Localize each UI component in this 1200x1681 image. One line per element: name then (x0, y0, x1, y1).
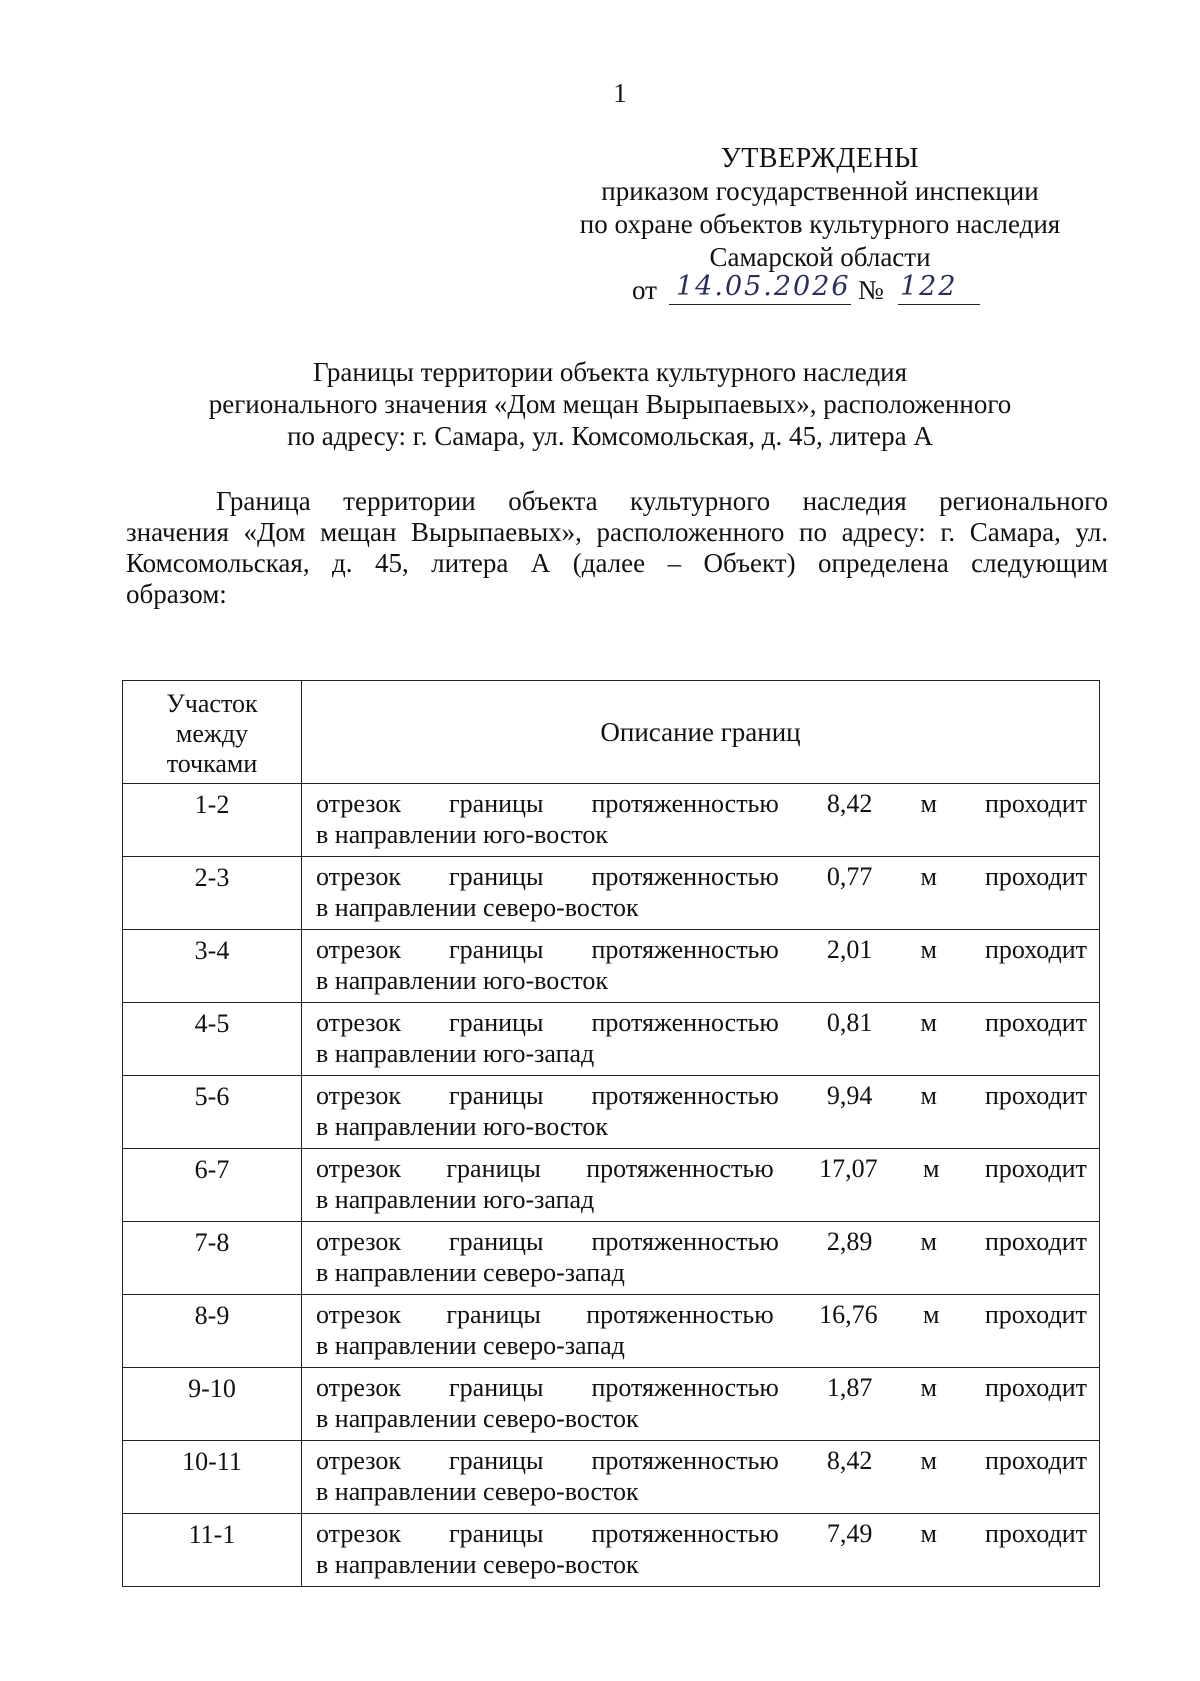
table-row (123, 857, 1100, 930)
table-row (123, 1076, 1100, 1149)
direction-text: в направлении северо-восток (316, 893, 639, 922)
description-first-line (316, 1445, 1087, 1476)
document-title-line: регионального значения «Дом мещан Вырыпаевых», расположенного (208, 389, 1012, 419)
description-word: протяженностью (591, 935, 779, 964)
document-title-line: по адресу: г. Самара, ул. Комсомольская, д. 45, литера А (287, 421, 933, 451)
intro-paragraph: Граница территории объекта культурного наследия регионального значения «Дом мещан Вырыпаевых», расположенного по адресу: г. Самара, ул. Комсомольская, д. 45, литера А (далее – Объект) определена следующим образом: (126, 486, 1108, 609)
table-row (123, 1222, 1100, 1295)
segment-length: 8,42 (826, 1446, 873, 1475)
description-word: отрезок (316, 1154, 401, 1183)
description-word: проходит (984, 1373, 1087, 1402)
segment-cell: 3-4 (123, 930, 302, 1003)
boundary-table (122, 680, 1100, 1587)
segment-cell: 1-2 (123, 784, 302, 857)
description-word: границы (449, 789, 544, 818)
description-word: отрезок (316, 1008, 401, 1037)
length-unit: м (920, 1373, 937, 1402)
number-underline (898, 304, 980, 305)
description-word: отрезок (316, 935, 401, 964)
description-word: границы (449, 935, 544, 964)
table-row (123, 1295, 1100, 1368)
header-description: Описание границ (302, 681, 1100, 784)
approval-line: по охране объектов культурного наследия (579, 209, 1061, 239)
description-word: отрезок (316, 1081, 401, 1110)
description-cell (302, 1003, 1100, 1076)
direction-text: в направлении северо-запад (316, 1331, 625, 1360)
segment-cell: 7-8 (123, 1222, 302, 1295)
direction-text: в направлении юго-восток (316, 966, 609, 995)
description-word: границы (446, 1300, 541, 1329)
description-word: границы (449, 862, 544, 891)
segment-length: 2,01 (826, 935, 873, 964)
description-cell (302, 1076, 1100, 1149)
description-word: границы (449, 1519, 544, 1548)
description-word: протяженностью (591, 1446, 779, 1475)
description-word: границы (449, 1446, 544, 1475)
description-word: протяженностью (591, 862, 779, 891)
description-word: проходит (984, 1300, 1087, 1329)
date-prefix: от (632, 275, 657, 305)
description-word: отрезок (316, 1373, 401, 1402)
segment-length: 7,49 (826, 1519, 873, 1548)
length-unit: м (920, 789, 937, 818)
length-unit: м (920, 1081, 937, 1110)
direction-text: в направлении юго-восток (316, 820, 609, 849)
handwritten-date: 14.05.2026 (676, 271, 851, 302)
segment-length: 1,87 (826, 1373, 873, 1402)
description-word: протяженностью (591, 1081, 779, 1110)
description-word: проходит (984, 1446, 1087, 1475)
segment-cell: 4-5 (123, 1003, 302, 1076)
number-prefix: № (858, 275, 884, 305)
description-first-line (316, 934, 1087, 965)
table-body (123, 784, 1100, 1587)
description-word: протяженностью (591, 1008, 779, 1037)
length-unit: м (920, 1519, 937, 1548)
description-word: границы (449, 1008, 544, 1037)
description-cell (302, 1368, 1100, 1441)
description-first-line (316, 788, 1087, 819)
description-word: протяженностью (591, 789, 779, 818)
header-segment: Участок между точками (123, 681, 302, 784)
length-unit: м (923, 1300, 940, 1329)
segment-cell: 2-3 (123, 857, 302, 930)
direction-text: в направлении северо-запад (316, 1258, 625, 1287)
description-word: протяженностью (591, 1227, 779, 1256)
approval-title: УТВЕРЖДЕНЫ (720, 143, 920, 174)
description-first-line (316, 1007, 1087, 1038)
segment-length: 0,81 (826, 1008, 873, 1037)
description-cell (302, 1441, 1100, 1514)
table-header-row (123, 681, 1100, 784)
length-unit: м (920, 1008, 937, 1037)
description-word: отрезок (316, 1446, 401, 1475)
description-cell (302, 1295, 1100, 1368)
description-word: отрезок (316, 1300, 401, 1329)
direction-text: в направлении северо-восток (316, 1477, 639, 1506)
description-word: протяженностью (586, 1154, 774, 1183)
segment-cell: 6-7 (123, 1149, 302, 1222)
description-word: отрезок (316, 1227, 401, 1256)
table-row (123, 930, 1100, 1003)
description-word: протяженностью (591, 1519, 779, 1548)
document-title (110, 356, 1110, 452)
segment-length: 17,07 (819, 1154, 878, 1183)
description-word: границы (446, 1154, 541, 1183)
description-word: границы (449, 1373, 544, 1402)
approval-date-number-row (540, 271, 1100, 314)
length-unit: м (920, 1446, 937, 1475)
description-word: отрезок (316, 862, 401, 891)
approval-block (540, 142, 1100, 314)
segment-length: 2,89 (826, 1227, 873, 1256)
table-row (123, 1149, 1100, 1222)
direction-text: в направлении юго-восток (316, 1112, 609, 1141)
description-cell (302, 1222, 1100, 1295)
date-underline (669, 304, 851, 305)
approval-line: приказом государственной инспекции (601, 176, 1039, 206)
segment-length: 16,76 (819, 1300, 878, 1329)
handwritten-number: 122 (900, 271, 958, 302)
segment-length: 8,42 (826, 789, 873, 818)
length-unit: м (920, 862, 937, 891)
description-cell (302, 1514, 1100, 1587)
length-unit: м (923, 1154, 940, 1183)
description-word: проходит (984, 1081, 1087, 1110)
document-title-line: Границы территории объекта культурного наследия (312, 357, 908, 387)
description-first-line (316, 1153, 1087, 1184)
segment-cell: 10-11 (123, 1441, 302, 1514)
description-first-line (316, 1299, 1087, 1330)
description-word: протяженностью (586, 1300, 774, 1329)
description-first-line (316, 861, 1087, 892)
description-cell (302, 930, 1100, 1003)
description-word: границы (449, 1227, 544, 1256)
description-cell (302, 784, 1100, 857)
description-word: отрезок (316, 789, 401, 818)
description-first-line (316, 1080, 1087, 1111)
table-row (123, 1514, 1100, 1587)
direction-text: в направлении северо-восток (316, 1404, 639, 1433)
description-word: проходит (984, 1008, 1087, 1037)
segment-cell: 11-1 (123, 1514, 302, 1587)
segment-length: 0,77 (826, 862, 873, 891)
direction-text: в направлении юго-запад (316, 1185, 595, 1214)
approval-line: Самарской области (709, 242, 931, 272)
length-unit: м (920, 1227, 937, 1256)
direction-text: в направлении северо-восток (316, 1550, 639, 1579)
direction-text: в направлении юго-запад (316, 1039, 595, 1068)
length-unit: м (920, 935, 937, 964)
description-word: протяженностью (591, 1373, 779, 1402)
segment-cell: 9-10 (123, 1368, 302, 1441)
description-word: границы (449, 1081, 544, 1110)
description-word: проходит (984, 1227, 1087, 1256)
description-first-line (316, 1372, 1087, 1403)
description-word: проходит (984, 789, 1087, 818)
description-first-line (316, 1518, 1087, 1549)
description-word: отрезок (316, 1519, 401, 1548)
segment-length: 9,94 (826, 1081, 873, 1110)
description-cell (302, 857, 1100, 930)
description-word: проходит (984, 1154, 1087, 1183)
description-word: проходит (984, 862, 1087, 891)
page-number: 1 (613, 78, 627, 108)
description-word: проходит (984, 935, 1087, 964)
segment-cell: 5-6 (123, 1076, 302, 1149)
table-row (123, 1368, 1100, 1441)
description-cell (302, 1149, 1100, 1222)
table-row (123, 1003, 1100, 1076)
description-first-line (316, 1226, 1087, 1257)
segment-cell: 8-9 (123, 1295, 302, 1368)
description-word: проходит (984, 1519, 1087, 1548)
table-row (123, 1441, 1100, 1514)
table-row (123, 784, 1100, 857)
